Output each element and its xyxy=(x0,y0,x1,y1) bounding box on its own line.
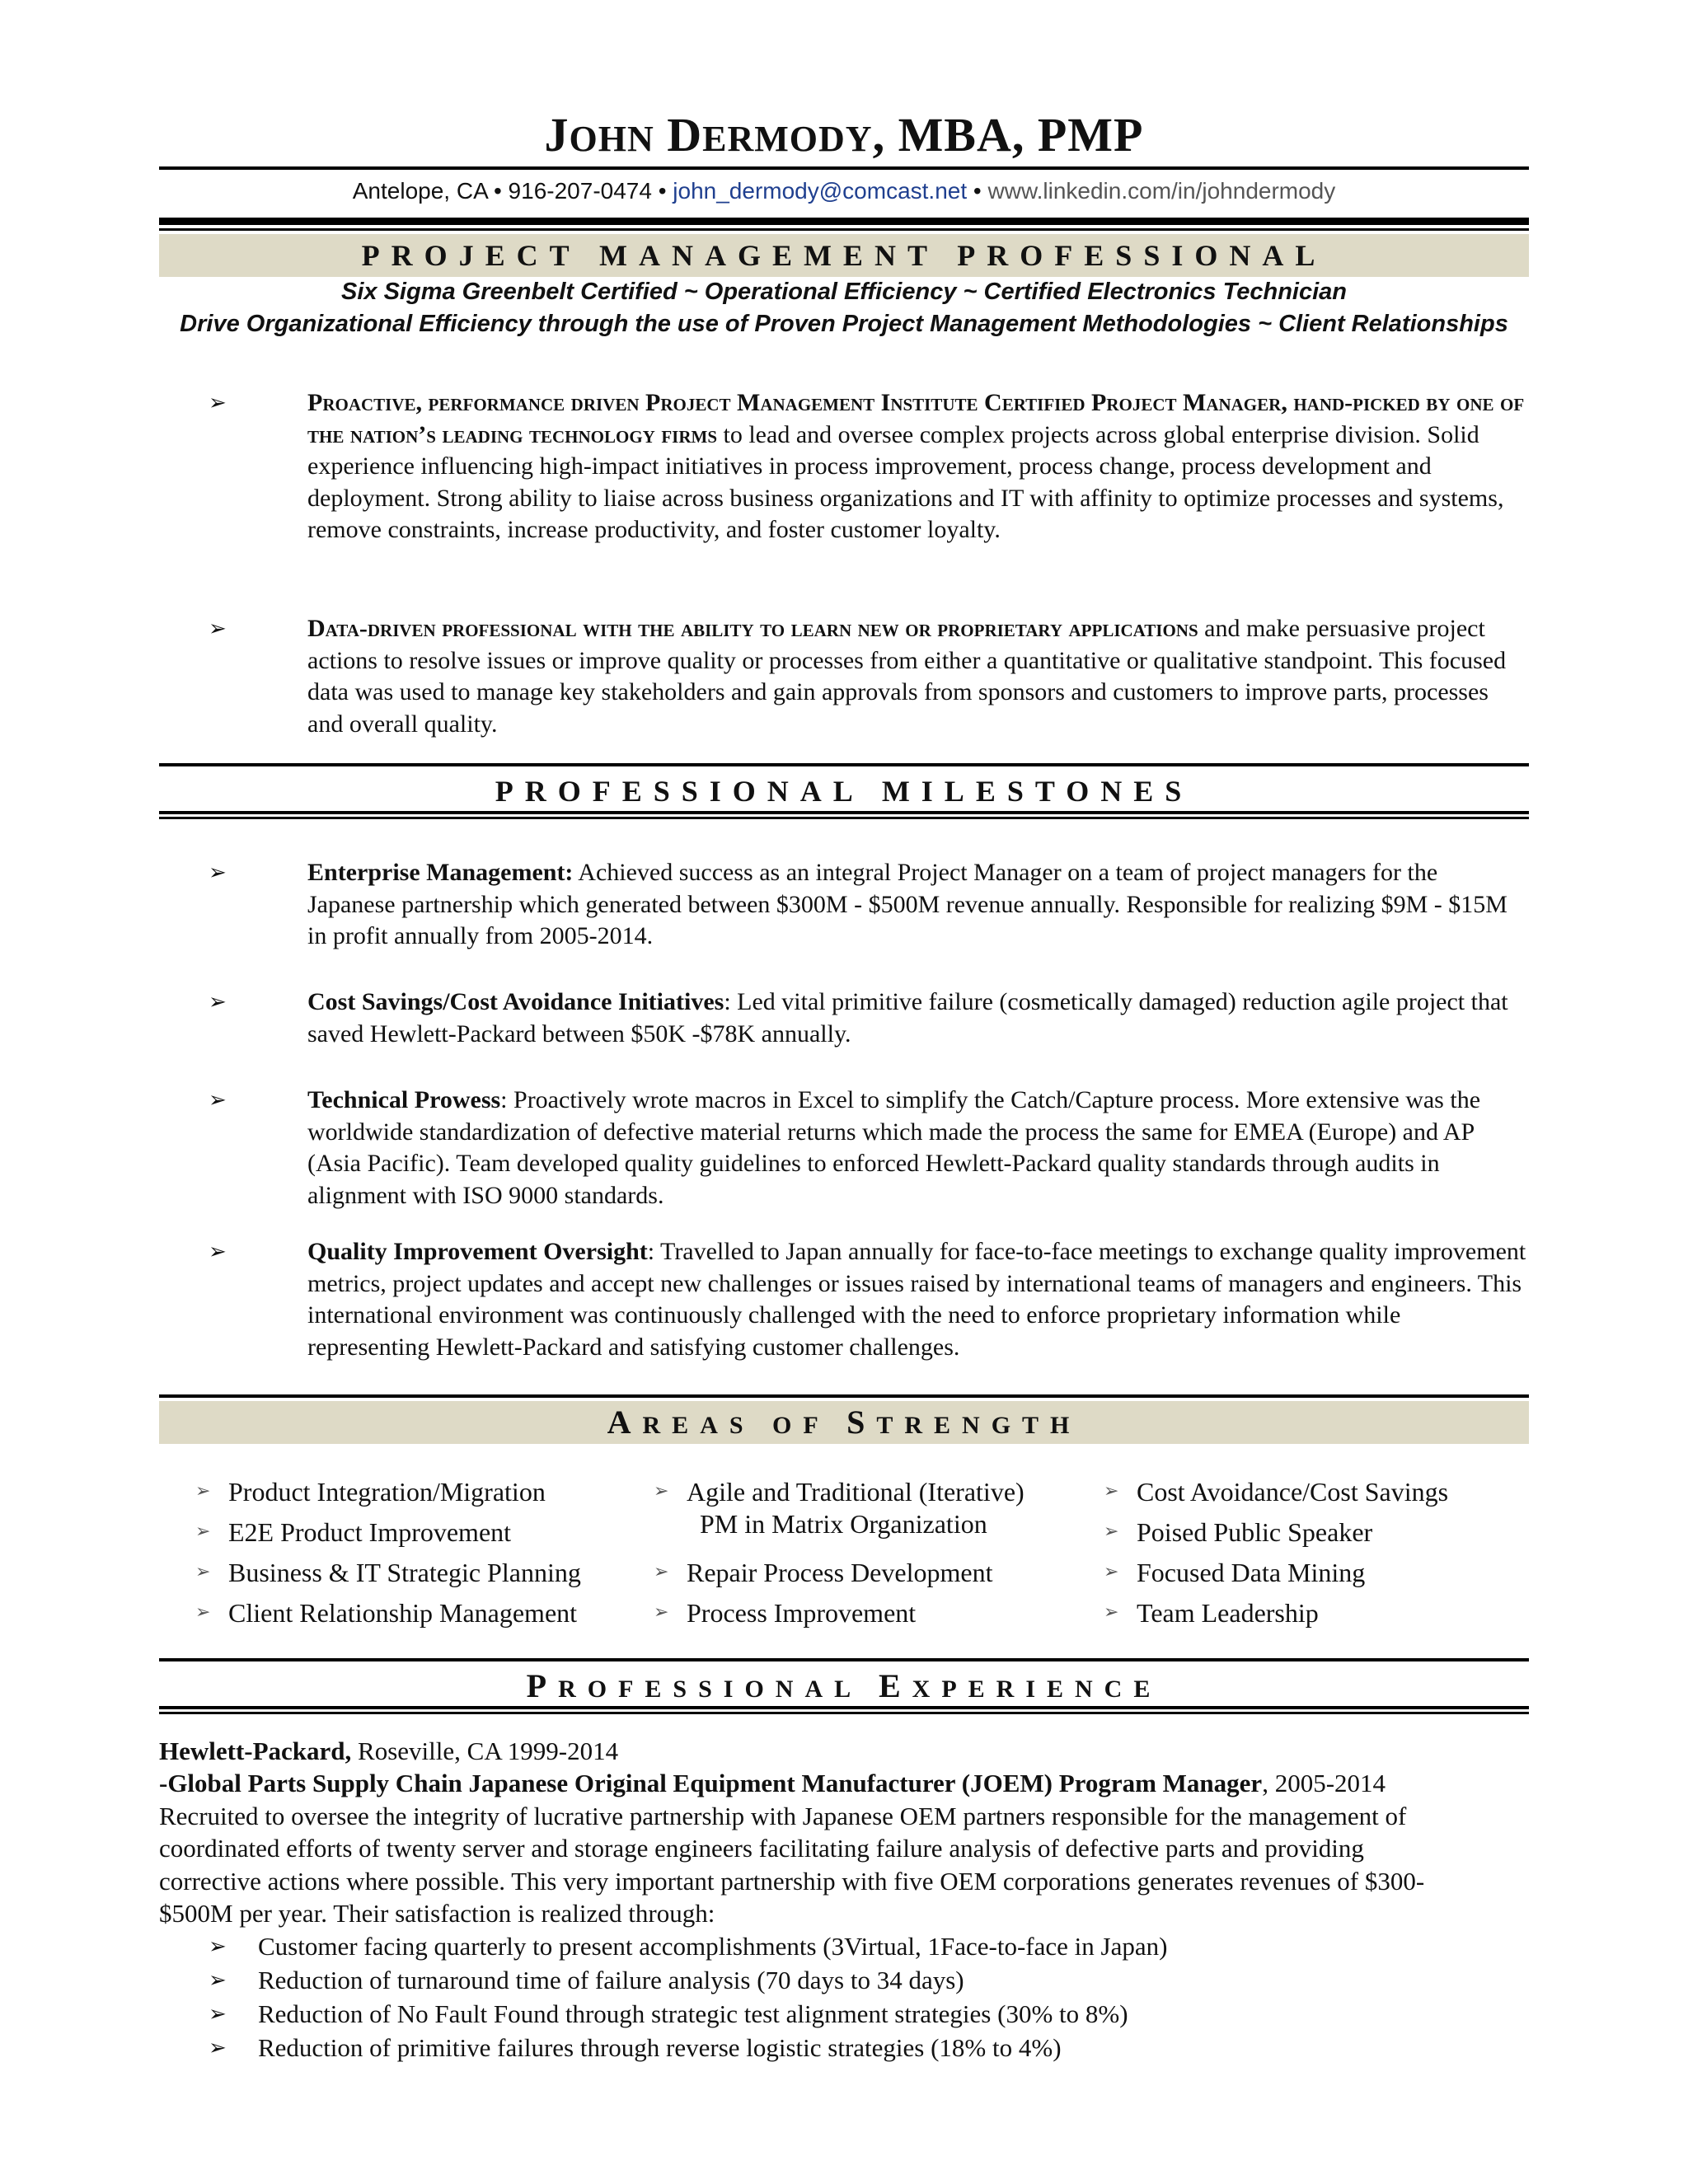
name-last-rest: ERMODY xyxy=(702,119,873,159)
strength-label: Poised Public Speaker xyxy=(1137,1517,1373,1547)
role-title: -Global Parts Supply Chain Japanese Original Equipment Manufacturer (JOEM) Program Manager xyxy=(159,1769,1263,1797)
arrow-bullet-icon: ➢ xyxy=(209,1240,227,1264)
role-description-line: coordinated efforts of twenty server and storage engineers facilitating failure analysis of defective parts and providing xyxy=(159,1834,1364,1863)
strength-label: Client Relationship Management xyxy=(228,1598,578,1628)
small-arrow-icon: ➢ xyxy=(195,1521,211,1542)
role-description-line: $500M per year. Their satisfaction is realized through: xyxy=(159,1899,715,1928)
contact-separator: • xyxy=(967,178,988,204)
small-arrow-icon: ➢ xyxy=(1104,1481,1119,1502)
tagline-certifications: Six Sigma Greenbelt Certified ~ Operational Efficiency ~ Certified Electronics Technician xyxy=(341,279,1347,305)
milestone-body: : Proactively wrote macros in Excel to simplify the Catch/Capture process. More extensive was the worldwide standardization of defective material returns which made the process the same for EMEA (Europe) and AP (Asia Pacific). Team developed quality guidelines to enforced Hewlett-Packard quality standards through audits in alignment with ISO 9000 standards. xyxy=(307,1086,1481,1209)
summary-bullet-body: to lead and oversee complex projects across global enterprise division. Solid experience influencing high-impact initiatives in process improvement, process change, process development and deployment. Strong ability to liaise across business organizations and IT with affinity to optimize processes and systems, remove constraints, increase productivity, and foster customer loyalty. xyxy=(307,420,1504,543)
result-text: Reduction of No Fault Found through strategic test alignment strategies (30% to 8%) xyxy=(258,1999,1128,2028)
name-first-initial: J xyxy=(544,108,570,162)
experience-banner-part2: XPERIENCE xyxy=(912,1675,1162,1703)
arrow-bullet-icon: ➢ xyxy=(209,616,227,641)
arrow-bullet-icon: ➢ xyxy=(209,2002,227,2027)
contact-linkedin-link[interactable]: www.linkedin.com/in/johndermody xyxy=(987,178,1336,204)
small-arrow-icon: ➢ xyxy=(1104,1521,1119,1542)
arrow-bullet-icon: ➢ xyxy=(209,2036,227,2060)
summary-bullet-body: and make persuasive project actions to resolve issues or improve quality or processes from either a quantitative or qualitative standpoint. This focused data was used to manage key stakeholders and gain approvals from sponsors and customers to improve parts, processes and overall quality. xyxy=(307,615,1507,738)
arrow-bullet-icon: ➢ xyxy=(209,1088,227,1113)
arrow-bullet-icon: ➢ xyxy=(209,1968,227,1993)
strength-label: E2E Product Improvement xyxy=(228,1517,512,1547)
arrow-bullet-icon: ➢ xyxy=(209,990,227,1015)
milestone-body: : Led vital primitive failure (cosmetically damaged) reduction agile project that saved Hewlett-Packard between $50K -$78K annually. xyxy=(307,988,1508,1047)
milestones-bottom-rule-thin xyxy=(159,817,1529,819)
small-arrow-icon: ➢ xyxy=(654,1481,669,1502)
small-arrow-icon: ➢ xyxy=(195,1562,211,1582)
strengths-banner-initial-s: S xyxy=(846,1404,877,1441)
role-description-line: corrective actions where possible. This very important partnership with five OEM corporations generates revenues of $300- xyxy=(159,1867,1425,1896)
milestone-body: Achieved success as an integral Project Manager on a team of project managers for the Japanese partnership which generated between $300M - $500M revenue annually. Responsible for realizing $9M - $15M in profit annually from 2005-2014. xyxy=(307,859,1507,949)
summary-top-rule-thin xyxy=(159,228,1529,231)
strengths-banner xyxy=(159,1401,1529,1444)
role-description-line: Recruited to oversee the integrity of lucrative partnership with Japanese OEM partners responsible for the management of xyxy=(159,1802,1407,1830)
milestones-banner: PROFESSIONAL MILESTONES xyxy=(159,770,1529,813)
strength-label: Agile and Traditional (Iterative) xyxy=(687,1477,1025,1507)
strength-label: Repair Process Development xyxy=(687,1558,993,1587)
milestone-item xyxy=(209,987,1527,1052)
milestones-top-rule xyxy=(159,763,1529,766)
summary-bullet-lead: Data-driven professional with the ability to learn new or proprietary applications xyxy=(307,615,1198,642)
strength-label: Process Improvement xyxy=(687,1598,917,1628)
summary-bullet xyxy=(209,387,1527,585)
small-arrow-icon: ➢ xyxy=(1104,1562,1119,1582)
milestone-body: : Travelled to Japan annually for face-to-face meetings to exchange quality improvement metrics, project updates and accept new challenges or issues raised by international teams of managers and engineers. This international environment was continuously challenged with the need to enforce proprietary information while representing Hewlett-Packard and satisfying customer challenges. xyxy=(307,1238,1526,1361)
name-first-rest: OHN xyxy=(569,119,654,159)
experience-banner-initial-e: E xyxy=(878,1667,912,1704)
name-last-initial: D xyxy=(667,108,703,162)
contact-email-link[interactable]: john_dermody@comcast.net xyxy=(673,178,968,204)
arrow-bullet-icon: ➢ xyxy=(209,860,227,885)
strengths-banner-part2: TRENGTH xyxy=(876,1412,1081,1439)
strength-label: Focused Data Mining xyxy=(1137,1558,1366,1587)
candidate-name xyxy=(159,105,1529,169)
experience-banner-initial-p: P xyxy=(526,1667,559,1704)
experience-top-rule xyxy=(159,1658,1529,1661)
contact-line xyxy=(159,175,1529,208)
experience-banner xyxy=(159,1665,1529,1708)
milestone-title: Quality Improvement Oversight xyxy=(307,1238,648,1265)
summary-bullet xyxy=(209,613,1527,745)
experience-banner-part1: ROFESSIONAL xyxy=(558,1675,879,1703)
strength-label: Cost Avoidance/Cost Savings xyxy=(1137,1477,1449,1507)
strengths-top-rule xyxy=(159,1394,1529,1398)
strengths-banner-initial-a: A xyxy=(607,1404,643,1441)
small-arrow-icon: ➢ xyxy=(654,1562,669,1582)
milestone-item xyxy=(209,857,1527,956)
result-text: Reduction of primitive failures through reverse logistic strategies (18% to 4%) xyxy=(258,2033,1062,2062)
tagline-focus: Drive Organizational Efficiency through the use of Proven Project Management Methodologies ~ Client Relationships xyxy=(180,311,1508,337)
summary-bullet-lead: Proactive, performance driven Project Management Institute Certified Project Manager, hand-picked by one of the nation’s leading technology firms xyxy=(307,389,1525,448)
small-arrow-icon: ➢ xyxy=(195,1602,211,1623)
strengths-banner-part1: REAS OF xyxy=(642,1412,847,1439)
arrow-bullet-icon: ➢ xyxy=(209,1934,227,1959)
employer-line xyxy=(159,1735,1529,1768)
role-dates: , 2005-2014 xyxy=(1262,1769,1386,1797)
small-arrow-icon: ➢ xyxy=(654,1602,669,1623)
employer-location-dates: Roseville, CA 1999-2014 xyxy=(351,1736,619,1765)
experience-bottom-rule xyxy=(159,1706,1529,1709)
milestones-bottom-rule xyxy=(159,811,1529,814)
summary-top-rule xyxy=(159,218,1529,225)
strength-label: Product Integration/Migration xyxy=(228,1477,546,1507)
experience-bottom-rule-thin xyxy=(159,1712,1529,1714)
role-line xyxy=(159,1767,1529,1800)
milestone-title: Enterprise Management: xyxy=(307,859,574,886)
result-text: Reduction of turnaround time of failure analysis (70 days to 34 days) xyxy=(258,1966,964,1994)
contact-location-phone: Antelope, CA • 916-207-0474 • xyxy=(352,178,673,204)
strength-label-continued: PM in Matrix Organization xyxy=(700,1509,987,1539)
employer-name: Hewlett-Packard, xyxy=(159,1736,352,1765)
milestone-item xyxy=(209,1236,1527,1368)
strength-label: Team Leadership xyxy=(1137,1598,1319,1628)
result-text: Customer facing quarterly to present accomplishments (3Virtual, 1Face-to-face in Japan) xyxy=(258,1932,1168,1961)
summary-banner: PROJECT MANAGEMENT PROFESSIONAL xyxy=(159,234,1529,277)
small-arrow-icon: ➢ xyxy=(195,1481,211,1502)
header-rule xyxy=(159,166,1529,170)
milestone-title: Technical Prowess xyxy=(307,1086,501,1113)
name-credentials: , MBA, PMP xyxy=(872,108,1144,162)
milestone-item xyxy=(209,1085,1527,1216)
strength-label: Business & IT Strategic Planning xyxy=(228,1558,581,1587)
small-arrow-icon: ➢ xyxy=(1104,1602,1119,1623)
arrow-bullet-icon: ➢ xyxy=(209,391,227,415)
milestone-title: Cost Savings/Cost Avoidance Initiatives xyxy=(307,988,724,1015)
